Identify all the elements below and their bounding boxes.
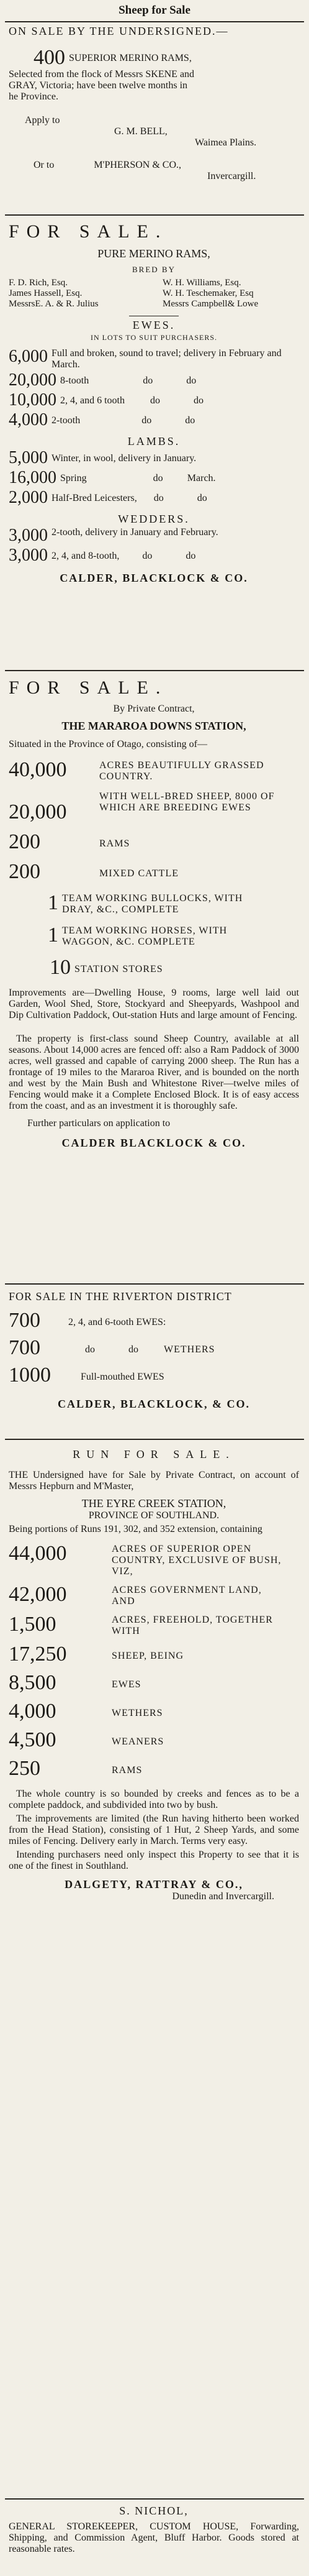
- ad-signature: CALDER, BLACKLOCK, & CO.: [57, 1398, 251, 1410]
- qty-desc: 2-tooth, delivery in January and February.: [52, 527, 218, 538]
- ad-headline: FOR SALE.: [9, 221, 168, 242]
- qty-desc: 2-tooth: [52, 415, 81, 426]
- ad-body: Intending purchasers need only inspect this Property to see that it is one of the finest in Southland.: [9, 1849, 299, 1871]
- qty: 200: [9, 830, 40, 853]
- ditto: do: [143, 375, 153, 386]
- qty-desc: WITH WELL-BRED SHEEP, 8000 OF WHICH ARE BREEDING EWES: [99, 791, 275, 813]
- qty-desc: Half-Bred Leicesters,: [52, 493, 137, 503]
- ewes-subheading: IN LOTS TO SUIT PURCHASERS.: [90, 333, 218, 342]
- ad-body: The improvements are limited (the Run having hitherto been worked from the Head Station), consisting of 1 Hut, 2 Sheep Yards, and some miles of Fencing. Delivery early in March. Terms very easy.: [9, 1813, 299, 1846]
- qty-desc: TEAM WORKING BULLOCKS, WITH DRAY, &C., COMPLETE: [62, 893, 243, 915]
- qty: 20,000: [9, 800, 67, 823]
- province-name: PROVINCE OF SOUTHLAND.: [88, 1510, 220, 1521]
- contact-place: Invercargill.: [207, 171, 256, 181]
- qty: 1: [48, 891, 58, 914]
- contact-name: M'PHERSON & CO.,: [94, 160, 182, 170]
- signature-place: Dunedin and Invercargill.: [172, 1891, 274, 1902]
- qty-desc: 2, 4, and 6 tooth: [60, 395, 125, 406]
- ad-subtext: By Private Contract,: [113, 704, 195, 714]
- ad-signature: CALDER BLACKLOCK & CO.: [61, 1137, 246, 1149]
- qty: 6,000: [9, 347, 48, 366]
- qty: 10: [50, 956, 71, 979]
- ditto: do: [186, 375, 197, 386]
- qty: 40,000: [9, 758, 67, 781]
- qty: 1000: [9, 1364, 51, 1387]
- qty: 42,000: [9, 1583, 67, 1606]
- ditto: do: [153, 493, 164, 503]
- qty: 700: [9, 1336, 40, 1359]
- qty: 3,000: [9, 526, 48, 545]
- ad-mararoa-downs-station: [9, 677, 299, 1150]
- qty-desc: SHEEP, BEING: [112, 1651, 184, 1661]
- qty-desc: ACRES OF SUPERIOR OPEN COUNTRY, EXCLUSIVE OF BUSH, VIZ,: [112, 1544, 282, 1577]
- qty: 4,000: [9, 1700, 56, 1723]
- ditto: do: [142, 551, 153, 561]
- qty: 4,500: [9, 1728, 56, 1751]
- ditto: do: [128, 1344, 138, 1355]
- qty: 1: [48, 924, 58, 947]
- ad-subhead: PURE MERINO RAMS,: [97, 247, 210, 260]
- qty-desc: 8-tooth: [60, 375, 89, 386]
- qty-desc: 2, 4, and 8-tooth,: [52, 551, 120, 561]
- ad-quantity: 400: [34, 46, 65, 69]
- ditto: do: [185, 415, 195, 426]
- qty-desc: MIXED CATTLE: [99, 868, 179, 879]
- ad-headline: FOR SALE.: [9, 677, 168, 698]
- qty: 4,000: [9, 410, 48, 429]
- wedders-heading: WEDDERS.: [118, 513, 190, 525]
- divider: [5, 1283, 304, 1285]
- ad-line: GRAY, Victoria; have been twelve months in: [9, 80, 188, 91]
- apply-text: Apply to: [25, 115, 60, 126]
- divider: [5, 2498, 304, 2500]
- qty-desc: ACRES BEAUTIFULLY GRASSED COUNTRY.: [99, 760, 264, 782]
- ditto: do: [197, 493, 207, 503]
- ad-headline: FOR SALE IN THE RIVERTON DISTRICT: [9, 1290, 232, 1303]
- ad-signature: CALDER, BLACKLOCK & CO.: [60, 572, 248, 584]
- ad-body: GENERAL STOREKEEPER, CUSTOM HOUSE, Forwarding, Shipping, and Commission Agent, Bluff Harbor. Goods stored at reasonable rates.: [9, 2521, 299, 2554]
- qty: 250: [9, 1757, 40, 1780]
- breeder: MessrsE. A. & R. Julius: [9, 299, 99, 309]
- ad-subtext: Situated in the Province of Otago, consisting of—: [9, 739, 207, 749]
- breeder: James Hassell, Esq.: [9, 288, 83, 298]
- qty: 20,000: [9, 370, 56, 390]
- qty-desc: Full-mouthed EWES: [81, 1372, 164, 1382]
- ditto: do: [150, 395, 160, 406]
- qty-desc: WETHERS: [112, 1708, 163, 1718]
- qty: 17,250: [9, 1643, 67, 1666]
- qty-desc: STATION STORES: [74, 964, 163, 974]
- ad-line: he Province.: [9, 91, 58, 102]
- station-name: THE MARAROA DOWNS STATION,: [61, 720, 246, 732]
- bred-by-label: BRED BY: [132, 265, 176, 274]
- ad-headline: S. NICHOL,: [119, 2505, 189, 2517]
- qty: 1,500: [9, 1613, 56, 1636]
- qty-desc: WETHERS: [164, 1344, 215, 1355]
- qty: 5,000: [9, 448, 48, 467]
- ditto: do: [85, 1344, 95, 1355]
- qty: 44,000: [9, 1542, 67, 1565]
- further-particulars: Further particulars on application to: [27, 1118, 171, 1129]
- ditto: March.: [187, 473, 216, 484]
- ad-intro: THE Undersigned have for Sale by Private Contract, on account of Messrs Hepburn and M'Master,: [9, 1470, 299, 1492]
- or-to-text: Or to: [34, 160, 55, 170]
- breeder: Messrs Campbell& Lowe: [163, 299, 259, 309]
- ditto: do: [153, 473, 163, 484]
- station-name: THE EYRE CREEK STATION,: [81, 1497, 226, 1510]
- breeder: W. H. Williams, Esq.: [163, 278, 241, 288]
- qty-desc: RAMS: [99, 838, 130, 849]
- qty: 200: [9, 860, 40, 883]
- section-title: Sheep for Sale: [119, 4, 190, 17]
- improvements-text: Improvements are—Dwelling House, 9 rooms, large well laid out Garden, Wool Shed, Store, Stockyard and Sheepyards, Washpool and Dip Cultivation Paddock, Out-station Huts and large amount of Fencing.: [9, 988, 299, 1020]
- qty: 8,500: [9, 1671, 56, 1694]
- qty: 2,000: [9, 488, 48, 507]
- divider: [5, 21, 304, 22]
- ad-line: SUPERIOR MERINO RAMS,: [69, 53, 192, 63]
- qty-desc: Winter, in wool, delivery in January.: [52, 453, 197, 464]
- qty-desc: WEANERS: [112, 1736, 164, 1747]
- qty: 10,000: [9, 390, 56, 410]
- breeder: W. H. Teschemaker, Esq: [163, 288, 254, 298]
- qty: 3,000: [9, 546, 48, 565]
- ad-eyre-creek-station: [9, 1448, 299, 1902]
- qty-desc: ACRES GOVERNMENT LAND, AND: [112, 1585, 262, 1607]
- ad-body: The whole country is so bounded by creeks and fences as to be a complete paddock, and subdivided into two by bush.: [9, 1789, 299, 1810]
- qty-desc: Spring: [60, 473, 87, 484]
- contact-name: G. M. BELL,: [114, 126, 168, 137]
- ad-signature: DALGETY, RATTRAY & CO.,: [65, 1878, 243, 1891]
- property-description: The property is first-class sound Sheep Country, available at all seasons. About 14,000 acres are fenced off: also a Ram Paddock of 3000 acres, well grassed and capable of carrying 2000 sheep. The Run has a frontage of 19 miles to the Mararoa River, and is bounded on the north and west by the Main Bush and Whitestone River—twelve miles of Fencing would make it a Complete Enclosed Block. It is of easy access from the coast, and as an investment it is thoroughly safe.: [9, 1034, 299, 1111]
- qty-desc: TEAM WORKING HORSES, WITH WAGGON, &C. COMPLETE: [62, 925, 228, 947]
- ad-line: Selected from the flock of Messrs SKENE and: [9, 69, 195, 80]
- ditto: do: [194, 395, 204, 406]
- ad-for-sale-calder: [9, 221, 299, 585]
- breeder: F. D. Rich, Esq.: [9, 278, 68, 288]
- ad-riverton-district: [9, 1290, 299, 1411]
- ad-merino-rams-bell: [9, 25, 299, 182]
- qty: 700: [9, 1309, 40, 1332]
- ditto: do: [141, 415, 152, 426]
- qty: 16,000: [9, 468, 56, 487]
- ad-headline: ON SALE BY THE UNDERSIGNED.—: [9, 25, 229, 37]
- divider: [5, 1439, 304, 1440]
- divider: [5, 214, 304, 216]
- lambs-heading: LAMBS.: [127, 435, 181, 447]
- divider: [5, 670, 304, 671]
- qty-desc: Full and broken, sound to travel; delivery in February and March.: [52, 348, 282, 370]
- qty-desc: RAMS: [112, 1765, 143, 1776]
- ad-s-nichol: [9, 2505, 299, 2555]
- contact-place: Waimea Plains.: [195, 137, 257, 148]
- ewes-heading: EWES.: [132, 319, 176, 331]
- qty-desc: ACRES, FREEHOLD, TOGETHER WITH: [112, 1615, 273, 1636]
- ditto: do: [186, 551, 196, 561]
- qty-desc: 2, 4, and 6-tooth EWES:: [68, 1317, 166, 1327]
- ad-headline: RUN FOR SALE.: [73, 1448, 235, 1460]
- ad-subtext: Being portions of Runs 191, 302, and 352 extension, containing: [9, 1524, 262, 1534]
- qty-desc: EWES: [112, 1679, 141, 1690]
